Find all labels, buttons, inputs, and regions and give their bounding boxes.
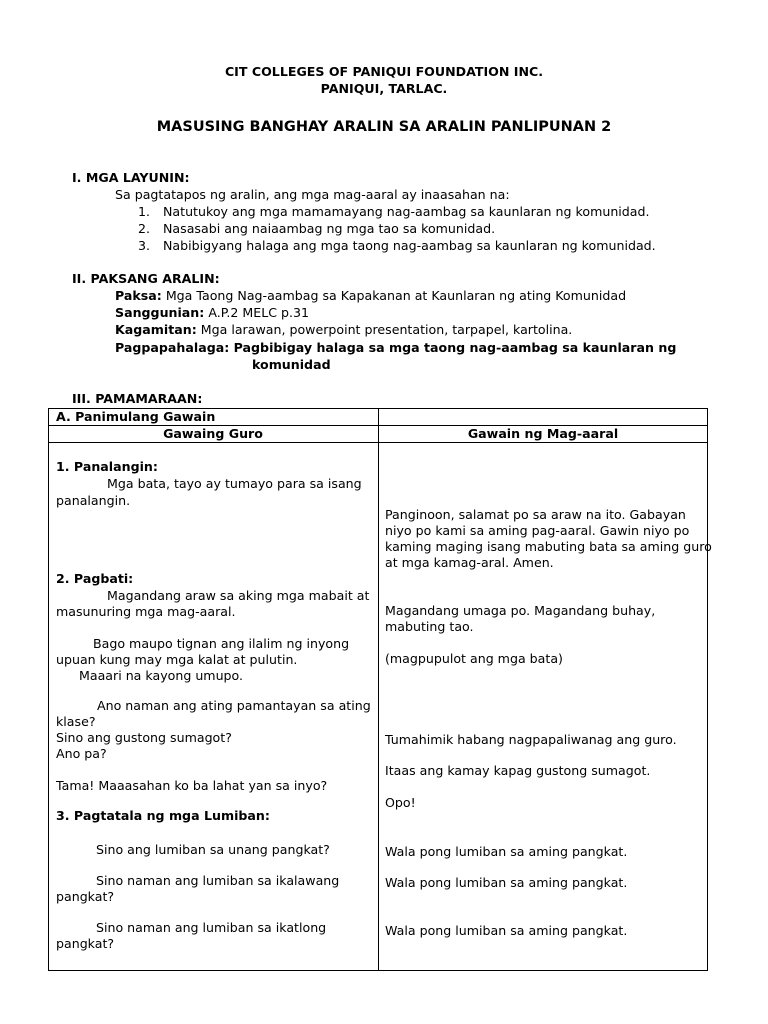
magaaral-line: Tumahimik habang nagpapaliwanag ang guro. [385, 732, 677, 747]
magaaral-line: Magandang umaga po. Magandang buhay, [385, 603, 656, 618]
pagpapahalaga-row [115, 340, 676, 356]
layunin-num-2: 2. [138, 221, 151, 236]
document-title: MASUSING BANGHAY ARALIN SA ARALIN PANLIPUNAN 2 [156, 119, 612, 135]
table-divider-2 [48, 442, 708, 443]
layunin-num-3: 3. [138, 238, 151, 253]
guro-line: pangkat? [56, 936, 115, 951]
layunin-item-1: Natutukoy ang mga mamamayang nag-aambag sa kaunlaran ng komunidad. [163, 204, 650, 219]
pagpapahalaga-label: Pagpapahalaga: [115, 340, 230, 355]
magaaral-line: niyo po kami sa aming pag-aaral. Gawin niyo po [385, 523, 690, 538]
layunin-num-1: 1. [138, 204, 151, 219]
sanggunian-row [115, 305, 309, 321]
col-magaaral-header: Gawain ng Mag-aaral [467, 426, 619, 441]
pagpapahalaga-value: Pagbibigay halaga sa mga taong nag-aambag sa kaunlaran ng [233, 340, 677, 355]
guro-line: Ano naman ang ating pamantayan sa ating [97, 698, 371, 713]
magaaral-line: mabuting tao. [385, 619, 474, 634]
magaaral-line: Wala pong lumiban sa aming pangkat. [385, 875, 628, 890]
guro-line: Magandang araw sa aking mga mabait at [107, 588, 370, 603]
magaaral-line: Opo! [385, 795, 416, 810]
pagpapahalaga-value-cont: komunidad [252, 357, 331, 372]
school-name: CIT COLLEGES OF PANIQUI FOUNDATION INC. [224, 64, 544, 79]
section-label: A. Panimulang Gawain [56, 409, 216, 424]
table-column-divider [378, 408, 379, 971]
guro-line: panalangin. [56, 493, 131, 508]
guro-line: masunuring mga mag-aaral. [56, 604, 236, 619]
layunin-intro: Sa pagtatapos ng aralin, ang mga mag-aaral ay inaasahan na: [115, 187, 510, 202]
guro-line: Sino ang lumiban sa unang pangkat? [96, 842, 330, 857]
magaaral-line: Panginoon, salamat po sa araw na ito. Gabayan [385, 507, 686, 522]
paksa-value: Mga Taong Nag-aambag sa Kapakanan at Kaunlaran ng ating Komunidad [165, 288, 627, 303]
layunin-heading: I. MGA LAYUNIN: [72, 170, 190, 185]
guro-line: Ano pa? [56, 746, 107, 761]
guro-line: pangkat? [56, 889, 115, 904]
paksa-label: Paksa: [115, 288, 162, 303]
school-address: PANIQUI, TARLAC. [320, 81, 448, 96]
sanggunian-value: A.P.2 MELC p.31 [208, 305, 310, 320]
sanggunian-label: Sanggunian: [115, 305, 205, 320]
guro-line: Bago maupo tignan ang ilalim ng inyong [93, 636, 350, 651]
guro-line: Tama! Maaasahan ko ba lahat yan sa inyo? [56, 778, 328, 793]
kagamitan-row [115, 322, 572, 338]
magaaral-line: at mga kamag-aral. Amen. [385, 555, 554, 570]
guro-line: Maaari na kayong umupo. [79, 668, 244, 683]
pagbati-heading: 2. Pagbati: [56, 571, 134, 586]
lumiban-heading: 3. Pagtatala ng mga Lumiban: [56, 808, 270, 823]
magaaral-line: Wala pong lumiban sa aming pangkat. [385, 923, 628, 938]
col-guro-header: Gawaing Guro [163, 426, 263, 441]
guro-line: upuan kung may mga kalat at pulutin. [56, 652, 298, 667]
layunin-item-3: Nabibigyang halaga ang mga taong nag-aambag sa kaunlaran ng komunidad. [163, 238, 656, 253]
guro-line: Sino naman ang lumiban sa ikatlong [96, 920, 327, 935]
guro-line: Mga bata, tayo ay tumayo para sa isang [107, 476, 362, 491]
magaaral-line: Wala pong lumiban sa aming pangkat. [385, 844, 628, 859]
pamamaraan-heading: III. PAMAMARAAN: [72, 391, 203, 406]
panalangin-heading: 1. Panalangin: [56, 459, 158, 474]
kagamitan-value: Mga larawan, powerpoint presentation, tarpapel, kartolina. [200, 322, 573, 337]
paksa-heading: II. PAKSANG ARALIN: [72, 271, 220, 286]
kagamitan-label: Kagamitan: [115, 322, 197, 337]
magaaral-line: (magpupulot ang mga bata) [385, 651, 563, 666]
guro-line: klase? [56, 714, 96, 729]
guro-line: Sino naman ang lumiban sa ikalawang [96, 873, 340, 888]
guro-line: Sino ang gustong sumagot? [56, 730, 232, 745]
paksa-row [115, 288, 626, 304]
layunin-item-2: Nasasabi ang naiaambag ng mga tao sa komunidad. [163, 221, 496, 236]
magaaral-line: Itaas ang kamay kapag gustong sumagot. [385, 763, 651, 778]
magaaral-line: kaming maging isang mabuting bata sa aming guro [385, 539, 712, 554]
